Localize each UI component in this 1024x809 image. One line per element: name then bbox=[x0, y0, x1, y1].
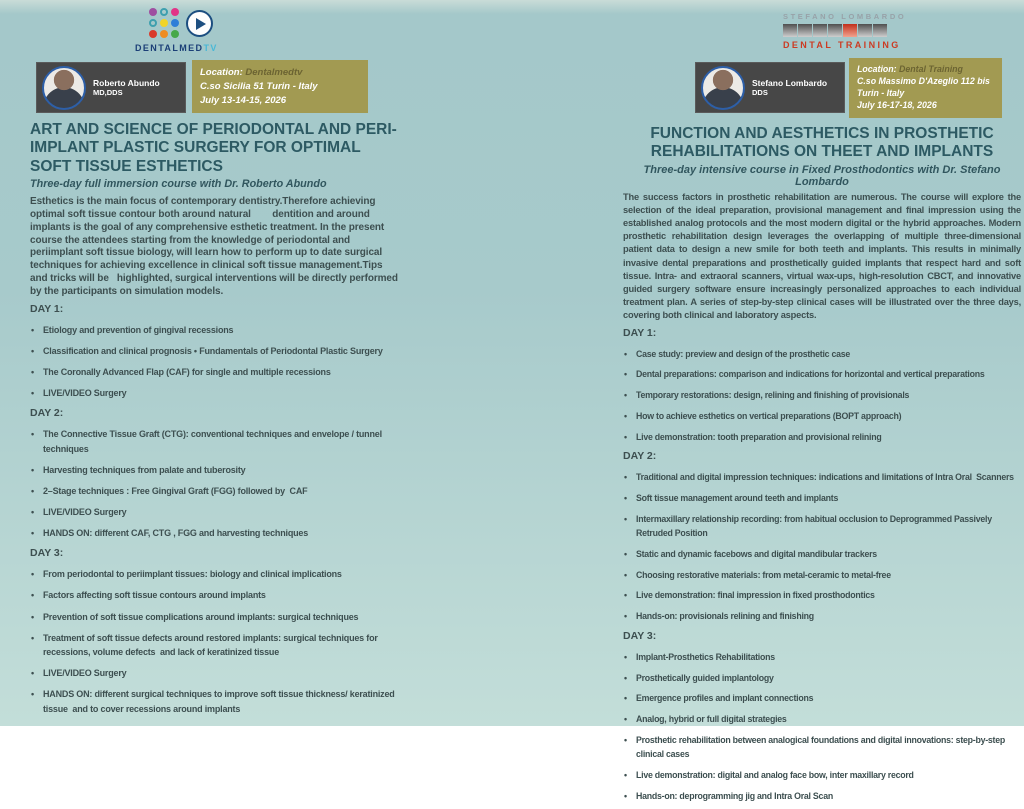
day-section bbox=[623, 327, 1021, 444]
agenda-left bbox=[30, 303, 402, 716]
day-section bbox=[30, 407, 402, 540]
day-label: DAY 3: bbox=[30, 547, 64, 560]
day-section bbox=[30, 547, 402, 716]
speaker-credentials: MD,DDS bbox=[93, 88, 123, 98]
agenda-item: • The Connective Tissue Graft (CTG): conventional techniques and envelope / tunnel techniques bbox=[30, 427, 402, 456]
logo-dot bbox=[160, 8, 168, 16]
speaker-credentials: DDS bbox=[752, 88, 768, 98]
location-label: Location: bbox=[200, 67, 243, 78]
day-label: DAY 2: bbox=[623, 450, 657, 463]
day-section bbox=[623, 450, 1021, 623]
day-section bbox=[623, 630, 1021, 803]
dentalmed-dots bbox=[149, 8, 180, 39]
location-line bbox=[200, 66, 360, 80]
speaker-name: Roberto Abundo bbox=[93, 77, 160, 88]
day-label: DAY 2: bbox=[30, 407, 64, 420]
agenda-item: • Live demonstration: final impression in fixed prosthodontics bbox=[623, 588, 1021, 602]
logo-square bbox=[873, 24, 887, 37]
agenda-item: • Analog, hybrid or full digital strategies bbox=[623, 712, 1021, 726]
agenda-item: • Prosthetic rehabilitation between analogical foundations and digital innovations: step-by-step clinical cases bbox=[623, 733, 1021, 762]
course-title-right: FUNCTION AND AESTHETICS IN PROSTHETIC REHABILITATIONS ON THEET AND IMPLANTS bbox=[650, 125, 994, 161]
logo-square bbox=[798, 24, 812, 37]
course-subtitle-right: Three-day intensive course in Fixed Prosthodontics with Dr. Stefano Lombardo bbox=[643, 163, 1001, 188]
course-subtitle-left: Three-day full immersion course with Dr. Roberto Abundo bbox=[30, 177, 327, 190]
agenda-item: • Factors affecting soft tissue contours around implants bbox=[30, 588, 402, 603]
agenda-item: • The Coronally Advanced Flap (CAF) for single and multiple recessions bbox=[30, 365, 402, 380]
day-label: DAY 1: bbox=[623, 326, 657, 339]
course-intro-right: The success factors in prosthetic rehabilitation are numerous. The course will explore the selection of the ideal preparation, provisional management and final impression using the established analog protocols and the most modern digital or the hybrid approaches. Modern prosthetic rehabilitation design leverages the overlapping of multiple three-dimensional patient data to design a new smile for both teeth and implants. This results in minimally invasive dental preparations and prosthetically guided implants that respect hard and soft tissue. Intra- and extraoral scanners, virtual wax-ups, high-resolution CBCT, and innovative guided surgery software ensure increasingly personalized approaches to each individual treatment plan. A series of step-by-step clinical cases will be illustrated over the three days, covering both clinical and laboratory aspects. bbox=[623, 191, 1024, 321]
agenda-item: • LIVE/VIDEO Surgery bbox=[30, 666, 402, 681]
logo-square bbox=[858, 24, 872, 37]
agenda-item: • Case study: preview and design of the prosthetic case bbox=[623, 347, 1021, 361]
location-line bbox=[857, 64, 994, 76]
logo-dot bbox=[149, 30, 157, 38]
agenda-item: • HANDS ON: different surgical techniques to improve soft tissue thickness/ keratinized tissue and to cover recessions around implants bbox=[30, 687, 402, 716]
lombardo-photo bbox=[701, 66, 745, 110]
logo-dot bbox=[171, 30, 179, 38]
lombardo-squares bbox=[783, 24, 895, 37]
agenda-item: • 2–Stage techniques : Free Gingival Graft (FGG) followed by CAF bbox=[30, 484, 402, 499]
agenda-item: • HANDS ON: different CAF, CTG , FGG and harvesting techniques bbox=[30, 526, 402, 541]
logo-dot bbox=[149, 19, 157, 27]
play-triangle-icon bbox=[196, 18, 206, 30]
logo-dot bbox=[160, 30, 168, 38]
day-section bbox=[30, 303, 402, 401]
agenda-item: • LIVE/VIDEO Surgery bbox=[30, 386, 402, 401]
day-label: DAY 3: bbox=[623, 629, 657, 642]
dental-training-wordmark: DENTAL TRAINING bbox=[783, 40, 901, 50]
agenda-item: • How to achieve esthetics on vertical preparations (BOPT approach) bbox=[623, 409, 1021, 423]
agenda-item: • Intermaxillary relationship recording: from habitual occlusion to Deprogrammed Passively Retruded Position bbox=[623, 512, 1021, 541]
abundo-photo bbox=[42, 66, 86, 110]
day-label: DAY 1: bbox=[30, 303, 64, 316]
logo-dot bbox=[171, 19, 179, 27]
location-box-right bbox=[849, 58, 1002, 118]
agenda-item: • LIVE/VIDEO Surgery bbox=[30, 505, 402, 520]
agenda-item: • Traditional and digital impression techniques: indications and limitations of Intra Oral Scanners bbox=[623, 470, 1021, 484]
location-dates: July 16-17-18, 2026 bbox=[857, 99, 937, 110]
speaker-name: Stefano Lombardo bbox=[752, 77, 828, 88]
agenda-item: • Hands-on: provisionals relining and finishing bbox=[623, 609, 1021, 623]
agenda-item: • Hands-on: deprogramming jig and Intra Oral Scan bbox=[623, 789, 1021, 803]
agenda-item: • Dental preparations: comparison and indications for horizontal and vertical preparations bbox=[623, 367, 1021, 381]
agenda-item: • Live demonstration: tooth preparation and provisional relining bbox=[623, 430, 1021, 444]
location-address: C.so Massimo D'Azeglio 112 bis bbox=[857, 75, 990, 86]
agenda-item: • Harvesting techniques from palate and tuberosity bbox=[30, 463, 402, 478]
logo-square bbox=[813, 24, 827, 37]
agenda-item: • Etiology and prevention of gingival recessions bbox=[30, 323, 402, 338]
location-box-left bbox=[192, 60, 368, 113]
agenda-item: • Classification and clinical prognosis • Fundamentals of Periodontal Plastic Surgery bbox=[30, 344, 402, 359]
agenda-item: • Treatment of soft tissue defects around restored implants: surgical techniques for recessions, volume defects and lack of keratinized tissue bbox=[30, 631, 402, 660]
dentalmed-tv: TV bbox=[203, 43, 218, 53]
agenda-item: • Live demonstration: digital and analog face bow, inter maxillary record bbox=[623, 768, 1021, 782]
course-title-left: ART AND SCIENCE OF PERIODONTAL AND PERI-IMPLANT PLASTIC SURGERY FOR OPTIMAL SOFT TISSUE ESTHETICS bbox=[30, 121, 397, 175]
agenda-item: • Temporary restorations: design, relining and finishing of provisionals bbox=[623, 388, 1021, 402]
course-intro-left: Esthetics is the main focus of contemporary dentistry.Therefore achieving optimal soft tissue contour both around natural dentition and around implants is the goal of any comprehensive esthetic treatment. In the present course the attendees starting from the knowledge of periodontal and periimplant soft tissue biology, will learn how to perform up to date surgical techniques for achieving excellence in clinical soft tissue management.Tips and tricks will be highlighted, surgical interventions will be directly performed by the participants on simulation models. bbox=[30, 195, 401, 298]
logo-square bbox=[828, 24, 842, 37]
logo-square bbox=[783, 24, 797, 37]
speaker-card-lombardo bbox=[695, 62, 845, 113]
location-label: Location: bbox=[857, 64, 897, 74]
course-section-right bbox=[623, 125, 1024, 809]
speaker-card-abundo bbox=[36, 62, 186, 113]
lombardo-name-wordmark: STEFANO LOMBARDO bbox=[783, 12, 907, 21]
agenda-item: • Choosing restorative materials: from metal-ceramic to metal-free bbox=[623, 568, 1021, 582]
agenda-item: • Static and dynamic facebows and digital mandibular trackers bbox=[623, 547, 1021, 561]
dentalmed-wordmark bbox=[135, 43, 235, 53]
agenda-right bbox=[623, 327, 1021, 803]
agenda-item: • From periodontal to periimplant tissues: biology and clinical implications bbox=[30, 567, 402, 582]
agenda-item: • Soft tissue management around teeth and implants bbox=[623, 491, 1021, 505]
location-venue: Dental Training bbox=[896, 64, 963, 74]
location-address2: Turin - Italy bbox=[857, 87, 905, 98]
logo-square bbox=[843, 24, 857, 37]
course-section-left bbox=[30, 121, 402, 723]
location-address: C.so Sicilia 51 Turin - Italy bbox=[200, 80, 318, 92]
agenda-item: • Prevention of soft tissue complications around implants: surgical techniques bbox=[30, 610, 402, 625]
dental-training-logo bbox=[783, 12, 907, 50]
logo-dot bbox=[171, 8, 179, 16]
logo-dot bbox=[149, 8, 157, 16]
dentalmed-brand: DENTALMED bbox=[135, 43, 204, 53]
play-icon bbox=[186, 10, 213, 37]
agenda-item: • Implant-Prosthetics Rehabilitations bbox=[623, 650, 1021, 664]
dentalmedtv-logo bbox=[135, 8, 235, 53]
logo-dot bbox=[160, 19, 168, 27]
location-venue: Dentalmedtv bbox=[242, 67, 303, 78]
location-dates: July 13-14-15, 2026 bbox=[200, 94, 287, 106]
agenda-item: • Prosthetically guided implantology bbox=[623, 671, 1021, 685]
agenda-item: • Emergence profiles and implant connections bbox=[623, 691, 1021, 705]
